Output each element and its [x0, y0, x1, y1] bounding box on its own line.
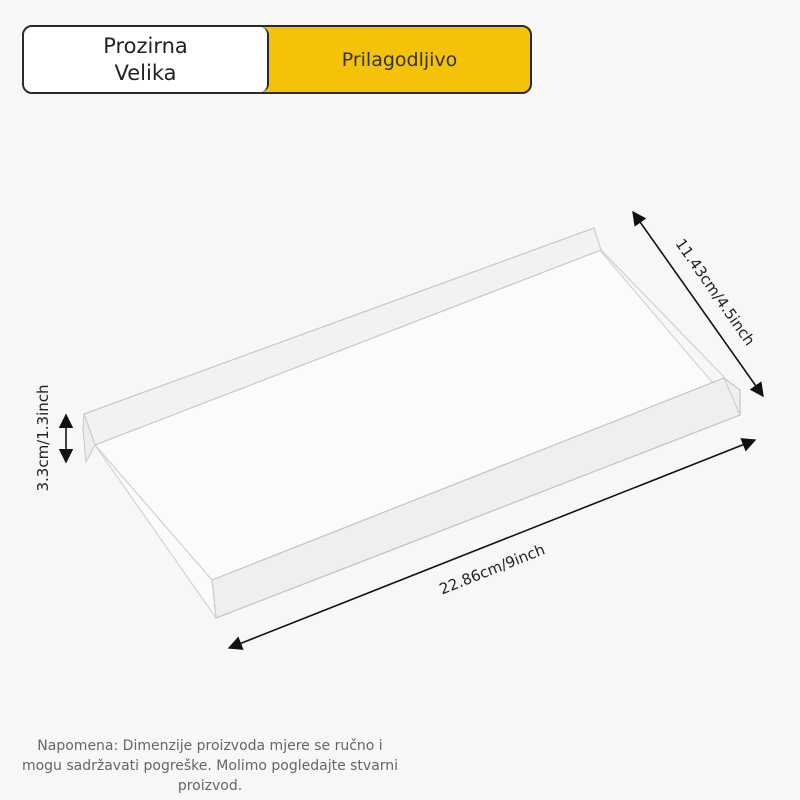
variant-tab-label-line1: Prozirna	[103, 33, 188, 58]
length-label: 22.86cm/9inch	[436, 540, 548, 599]
disclaimer-note: Napomena: Dimenzije proizvoda mjere se ručno i mogu sadržavati pogreške. Molimo pogledajte stvarni proizvod.	[21, 738, 399, 794]
height-label: 3.3cm/1.3inch	[34, 384, 52, 492]
variant-tab-custom-label: Prilagodljivo	[341, 48, 458, 71]
variant-tab-label-line2: Velika	[114, 60, 177, 85]
width-label: 11.43cm/4.5inch	[671, 235, 759, 349]
acrylic-stand-image	[83, 228, 740, 618]
